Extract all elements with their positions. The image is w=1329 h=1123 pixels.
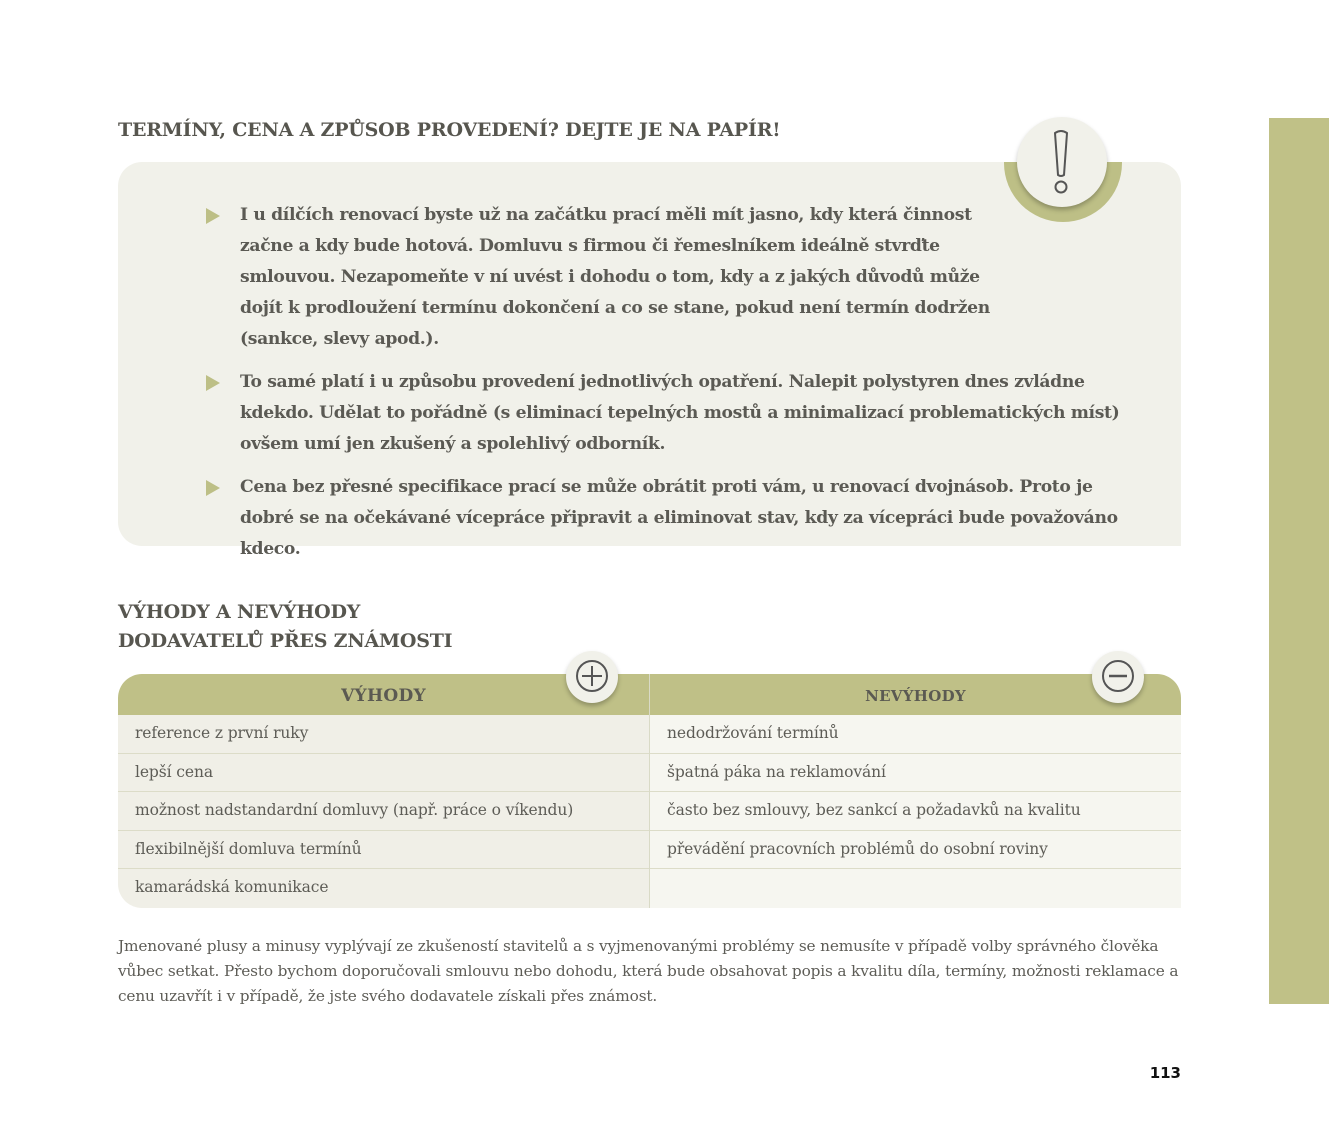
pros-cons-table — [118, 674, 1181, 908]
footnote-paragraph: Jmenované plusy a minusy vyplývají ze zkušeností stavitelů a s vyjmenovanými problémy se nemusíte v případě volby správného člověka vůbec setkat. Přesto bychom doporučovali smlouvu nebo dohodu, která bude obsahovat popis a kvalitu díla, termíny, možnosti reklamace a cenu uzavřít i v případě, že jste svého dodavatele získali přes známost. — [118, 937, 1179, 1005]
table-cell: flexibilnější domluva termínů — [118, 831, 649, 870]
table-cell: často bez smlouvy, bez sankcí a požadavků na kvalitu — [650, 792, 1181, 831]
tip-item — [206, 200, 1136, 355]
table-cell: špatná páka na reklamování — [650, 754, 1181, 793]
bullet-arrow-icon — [206, 208, 220, 224]
cons-header: NEVÝHODY — [865, 687, 966, 705]
minus-badge — [1092, 651, 1144, 703]
section-title-terms: TERMÍNY, CENA A ZPŮSOB PROVEDENÍ? DEJTE JE NA PAPÍR! — [118, 119, 781, 141]
table-cell — [650, 869, 1181, 908]
table-cell: kamarádská komunikace — [135, 878, 329, 897]
table-cell: lepší cena — [118, 754, 649, 793]
plus-circle-icon — [566, 651, 618, 703]
tip-text: To samé platí i u způsobu provedení jednotlivých opatření. Nalepit polystyren dnes zvládne kdekdo. Udělat to pořádně (s eliminací tepelných mostů a minimalizací problematických míst) ovšem umí jen zkušený a spolehlivý odborník. — [240, 372, 1120, 454]
section-title-pros-cons — [118, 598, 452, 656]
plus-badge — [566, 651, 618, 703]
minus-circle-icon — [1092, 651, 1144, 703]
page-number: 113 — [1149, 1064, 1181, 1082]
section-title-line: VÝHODY A NEVÝHODY — [118, 601, 361, 623]
tip-item — [206, 367, 1136, 460]
tip-text: Cena bez přesné specifikace prací se může obrátit proti vám, u renovací dvojnásob. Proto je dobré se na očekávané vícepráce připravit a eliminovat stav, kdy za vícepráci bude považováno kdeco. — [240, 477, 1118, 559]
bullet-arrow-icon — [206, 375, 220, 391]
section-title-line: DODAVATELŮ PŘES ZNÁMOSTI — [118, 630, 453, 652]
table-cell: nedodržování termínů — [650, 715, 1181, 754]
tip-list — [206, 200, 1136, 577]
table-cell: převádění pracovních problémů do osobní roviny — [650, 831, 1181, 870]
cons-column — [650, 715, 1181, 908]
tip-item — [206, 472, 1136, 565]
column-divider — [649, 674, 650, 908]
tip-text: I u dílčích renovací byste už na začátku prací měli mít jasno, kdy která činnost začne a kdy bude hotová. Domluvu s firmou či řemeslníkem ideálně stvrďte smlouvou. Nezapomeňte v ní uvést i dohodu o tom, kdy a z jakých důvodů může dojít k prodloužení termínu dokončení a co se stane, pokud není termín dodržen (sankce, slevy apod.). — [240, 205, 990, 349]
pros-column — [118, 715, 649, 908]
exclamation-icon — [1017, 117, 1107, 207]
table-cell: možnost nadstandardní domluvy (např. práce o víkendu) — [118, 792, 649, 831]
bullet-arrow-icon — [206, 480, 220, 496]
warning-badge — [1004, 104, 1122, 222]
side-accent-bar — [1269, 118, 1329, 1004]
table-cell: reference z první ruky — [118, 715, 649, 754]
pros-header: VÝHODY — [341, 686, 426, 706]
warning-badge-circle — [1017, 117, 1107, 207]
